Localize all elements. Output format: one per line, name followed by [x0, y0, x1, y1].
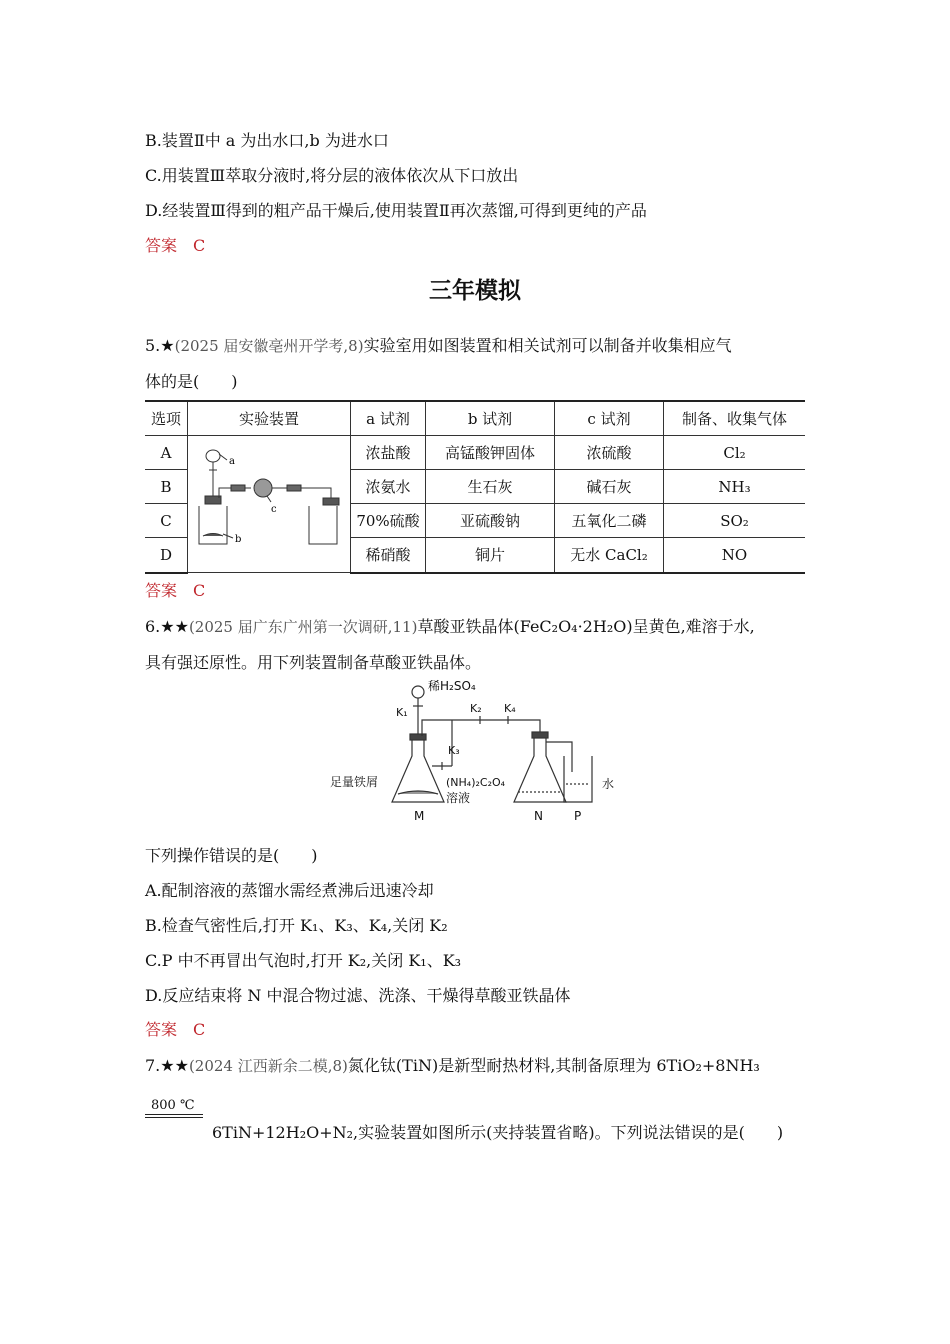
label-m: M: [414, 809, 425, 823]
section-title: 三年模拟: [429, 278, 521, 304]
q6-question: 下列操作错误的是( ): [145, 846, 318, 865]
q6-stem-line2: 具有强还原性。用下列装置制备草酸亚铁晶体。: [145, 653, 482, 672]
label-k3: K₃: [448, 744, 460, 757]
cell-gas: SO₂: [664, 504, 806, 538]
q4-answer: 答案 C: [145, 236, 206, 255]
q4-option-b: B.装置Ⅱ中 a 为出水口,b 为进水口: [145, 131, 389, 150]
outlet-tube: [546, 742, 572, 772]
cell-reagent-a: 70%硫酸: [351, 504, 426, 538]
flask-m-stopper: [410, 734, 426, 740]
cell-option: A: [145, 436, 188, 470]
q7-stem-line2: 6TiN+12H₂O+N₂,实验装置如图所示(夹持装置省略)。下列说法错误的是( ): [212, 1123, 784, 1142]
header-gas: 制备、收集气体: [664, 401, 806, 436]
cell-gas: NO: [664, 538, 806, 573]
label-iron: 足量铁屑: [330, 775, 379, 789]
q7-stem: 氮化钛(TiN)是新型耐热材料,其制备原理为 6TiO₂+8NH₃: [347, 1056, 760, 1075]
q7-number: 7.: [145, 1056, 161, 1075]
table-header-row: [145, 401, 805, 436]
cell-option: D: [145, 538, 188, 573]
cell-reagent-b: 高锰酸钾固体: [426, 436, 555, 470]
header-option: 选项: [145, 401, 188, 436]
q6-number: 6.: [145, 617, 161, 636]
header-reagent-b: b 试剂: [426, 401, 555, 436]
q6-option-d: D.反应结束将 N 中混合物过滤、洗涤、干燥得草酸亚铁晶体: [145, 986, 571, 1005]
cell-reagent-a: 浓盐酸: [351, 436, 426, 470]
q5-stem-line1: [145, 333, 732, 356]
cell-reagent-c: 五氧化二磷: [555, 504, 664, 538]
cell-gas: Cl₂: [664, 436, 806, 470]
label-p: P: [574, 809, 582, 823]
label-n: N: [534, 809, 543, 823]
q6-source: (2025 届广东广州第一次调研,11): [188, 618, 418, 636]
acid-funnel: [412, 686, 424, 698]
reaction-bottle: [199, 506, 227, 544]
cell-option: B: [145, 470, 188, 504]
label-a: a: [229, 456, 235, 467]
beaker-p: [564, 756, 592, 802]
apparatus-cell: [188, 436, 351, 573]
q5-number: 5.: [145, 336, 161, 355]
reaction-condition: [145, 1098, 203, 1118]
label-k4: K₄: [504, 702, 516, 715]
q5-answer: 答案 C: [145, 581, 206, 600]
cell-option: C: [145, 504, 188, 538]
condition-text: 800 ℃: [151, 1098, 195, 1113]
q6-stem-line1: [145, 614, 755, 637]
header-apparatus: 实验装置: [188, 401, 351, 436]
q7-stars: ★★: [160, 1056, 189, 1075]
q7-stem-line1: [145, 1053, 760, 1076]
header-reagent-a: a 试剂: [351, 401, 426, 436]
separatory-funnel: [206, 450, 220, 462]
q5-source: (2025 届安徽亳州开学考,8): [174, 337, 364, 355]
label-c-pointer: [267, 496, 271, 502]
connector-2: [287, 485, 301, 491]
q5-stem: 实验室用如图装置和相关试剂可以制备并收集相应气: [363, 336, 732, 355]
q5-stars: ★: [160, 336, 175, 355]
cell-reagent-b: 亚硫酸钠: [426, 504, 555, 538]
connecting-tube: [422, 720, 540, 736]
label-acid: 稀H₂SO₄: [428, 679, 476, 693]
q6-option-a: A.配制溶液的蒸馏水需经煮沸后迅速冷却: [145, 881, 434, 900]
cell-reagent-a: 稀硝酸: [351, 538, 426, 573]
q6-answer: 答案 C: [145, 1020, 206, 1039]
collector-stopper: [323, 498, 339, 505]
label-solution1: (NH₄)₂C₂O₄: [446, 776, 506, 789]
q6-stars: ★★: [160, 617, 189, 636]
cell-reagent-c: 无水 CaCl₂: [555, 538, 664, 573]
label-k1: K₁: [396, 706, 408, 719]
q6-option-c: C.P 中不再冒出气泡时,打开 K₂,关闭 K₁、K₃: [145, 951, 462, 970]
q4-option-c: C.用装置Ⅲ萃取分液时,将分层的液体依次从下口放出: [145, 166, 519, 185]
q6-apparatus-diagram: [328, 676, 628, 824]
table-row: [145, 436, 805, 470]
drying-bulb-c: [254, 479, 272, 497]
q6-option-b: B.检查气密性后,打开 K₁、K₃、K₄,关闭 K₂: [145, 916, 448, 935]
iron-filings: [398, 791, 438, 794]
q5-apparatus-diagram: [189, 436, 349, 572]
label-solution2: 溶液: [446, 791, 471, 805]
q4-option-d: D.经装置Ⅲ得到的粗产品干燥后,使用装置Ⅱ再次蒸馏,可得到更纯的产品: [145, 201, 647, 220]
connector-1: [231, 485, 245, 491]
cell-gas: NH₃: [664, 470, 806, 504]
label-b-pointer: [223, 534, 233, 538]
label-c: c: [271, 504, 277, 515]
cell-reagent-c: 浓硫酸: [555, 436, 664, 470]
solid-b: [203, 534, 223, 537]
cell-reagent-b: 铜片: [426, 538, 555, 573]
q6-stem: 草酸亚铁晶体(FeC₂O₄·2H₂O)呈黄色,难溶于水,: [417, 617, 755, 636]
q5-options-table: [145, 400, 805, 574]
equals-sign: [145, 1114, 203, 1118]
cell-reagent-a: 浓氨水: [351, 470, 426, 504]
q5-stem-line2: 体的是( ): [145, 372, 238, 391]
q7-source: (2024 江西新余二模,8): [188, 1057, 348, 1075]
header-reagent-c: c 试剂: [555, 401, 664, 436]
cell-reagent-c: 碱石灰: [555, 470, 664, 504]
label-b: b: [235, 534, 242, 545]
flask-n-stopper: [532, 732, 548, 738]
label-k2: K₂: [470, 702, 482, 715]
collecting-bottle: [309, 506, 337, 544]
cell-reagent-b: 生石灰: [426, 470, 555, 504]
label-water: 水: [602, 777, 615, 791]
